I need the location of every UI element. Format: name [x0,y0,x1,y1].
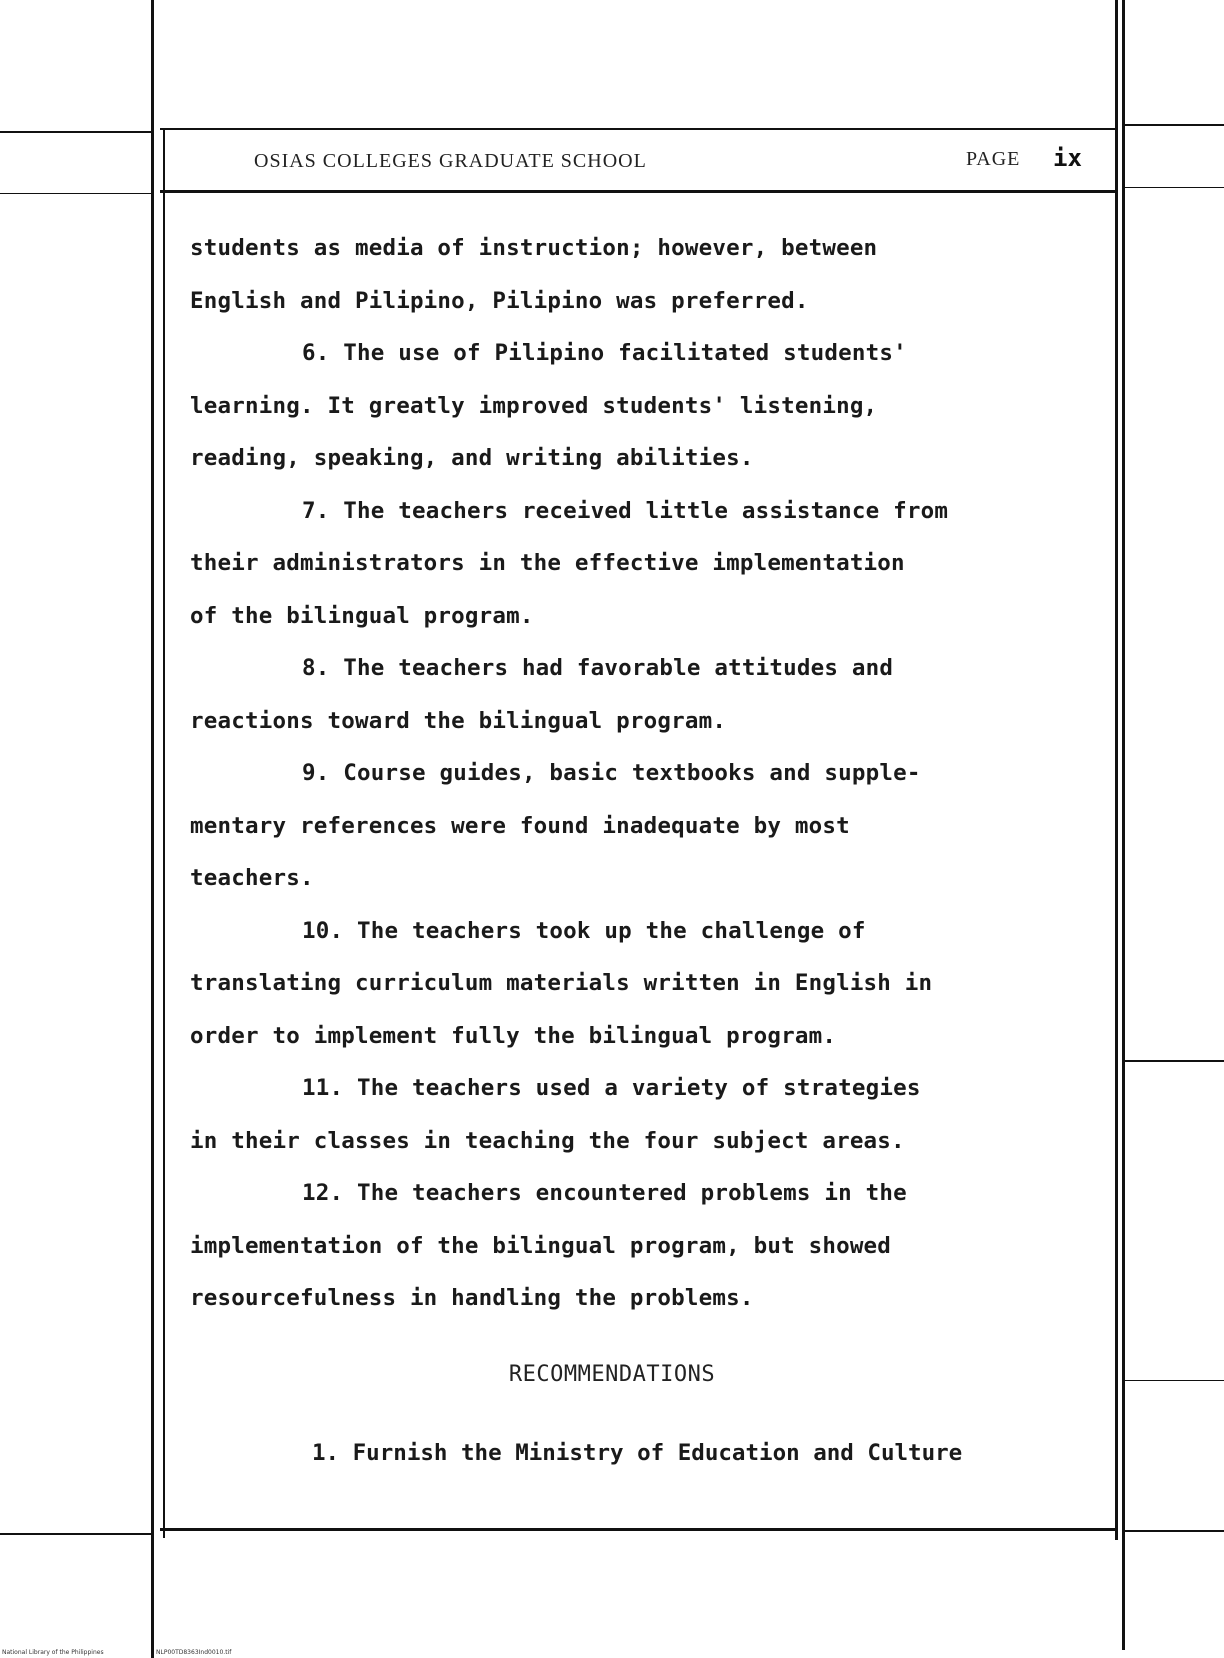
text-line: 8. The teachers had favorable attitudes and [302,655,894,681]
text-line: reactions toward the bilingual program. [190,707,727,734]
text-line: their administrators in the effective implementation [190,550,905,576]
text-line: translating curriculum materials written in English in [190,970,933,996]
right-tick-lower [1124,1060,1224,1062]
text-line: 10. The teachers took up the challenge of [302,917,866,944]
left-tick-bottom [0,1533,153,1535]
inner-left-rule [163,128,165,1538]
school-name: OSIAS COLLEGES GRADUATE SCHOOL [254,150,647,172]
right-margin-rule [1122,0,1125,1650]
text-line: English and Pilipino, Pilipino was preferred. [190,287,809,314]
text-line: 7. The teachers received little assistance from [302,497,949,524]
text-line: mentary references were found inadequate by most [190,812,850,839]
text-line: students as media of instruction; however, between [190,235,878,261]
header-top-rule [160,128,1118,130]
right-tick-top [1124,124,1224,126]
text-line: of the bilingual program. [190,602,534,629]
text-line: teachers. [190,865,314,891]
recommendations-heading: RECOMMENDATIONS [508,1362,716,1387]
footer-rule [160,1528,1118,1531]
text-line: resourcefulness in handling the problems. [190,1285,754,1311]
header-bottom-rule [160,190,1118,193]
file-reference: NLP00TD8363Ind0010.tif [156,1649,232,1656]
text-line: order to implement fully the bilingual program. [190,1022,837,1049]
library-credit: National Library of the Philippines [2,1649,104,1656]
recommendation-item: 1. Furnish the Ministry of Education and Culture [312,1440,963,1466]
left-tick-mid [0,193,153,194]
left-tick-top [0,131,153,133]
text-line: reading, speaking, and writing abilities. [190,445,754,471]
left-margin-rule [151,0,154,1658]
page-header [160,132,1120,188]
inner-right-rule [1115,0,1118,1540]
page-label: PAGE [966,148,1021,170]
text-line: 6. The use of Pilipino facilitated students' [302,340,907,366]
right-tick-mid [1124,187,1224,188]
body-text [190,222,1110,1325]
text-line: 9. Course guides, basic textbooks and supple- [302,760,921,786]
text-line: implementation of the bilingual program, but showed [190,1232,892,1259]
right-tick-bottom [1124,1530,1224,1532]
text-line: 11. The teachers used a variety of strategies [302,1075,921,1101]
text-line: in their classes in teaching the four subject areas. [190,1127,905,1154]
page-number: ix [1053,144,1082,172]
text-line: learning. It greatly improved students' listening, [190,392,878,419]
text-line: 12. The teachers encountered problems in the [302,1180,907,1206]
